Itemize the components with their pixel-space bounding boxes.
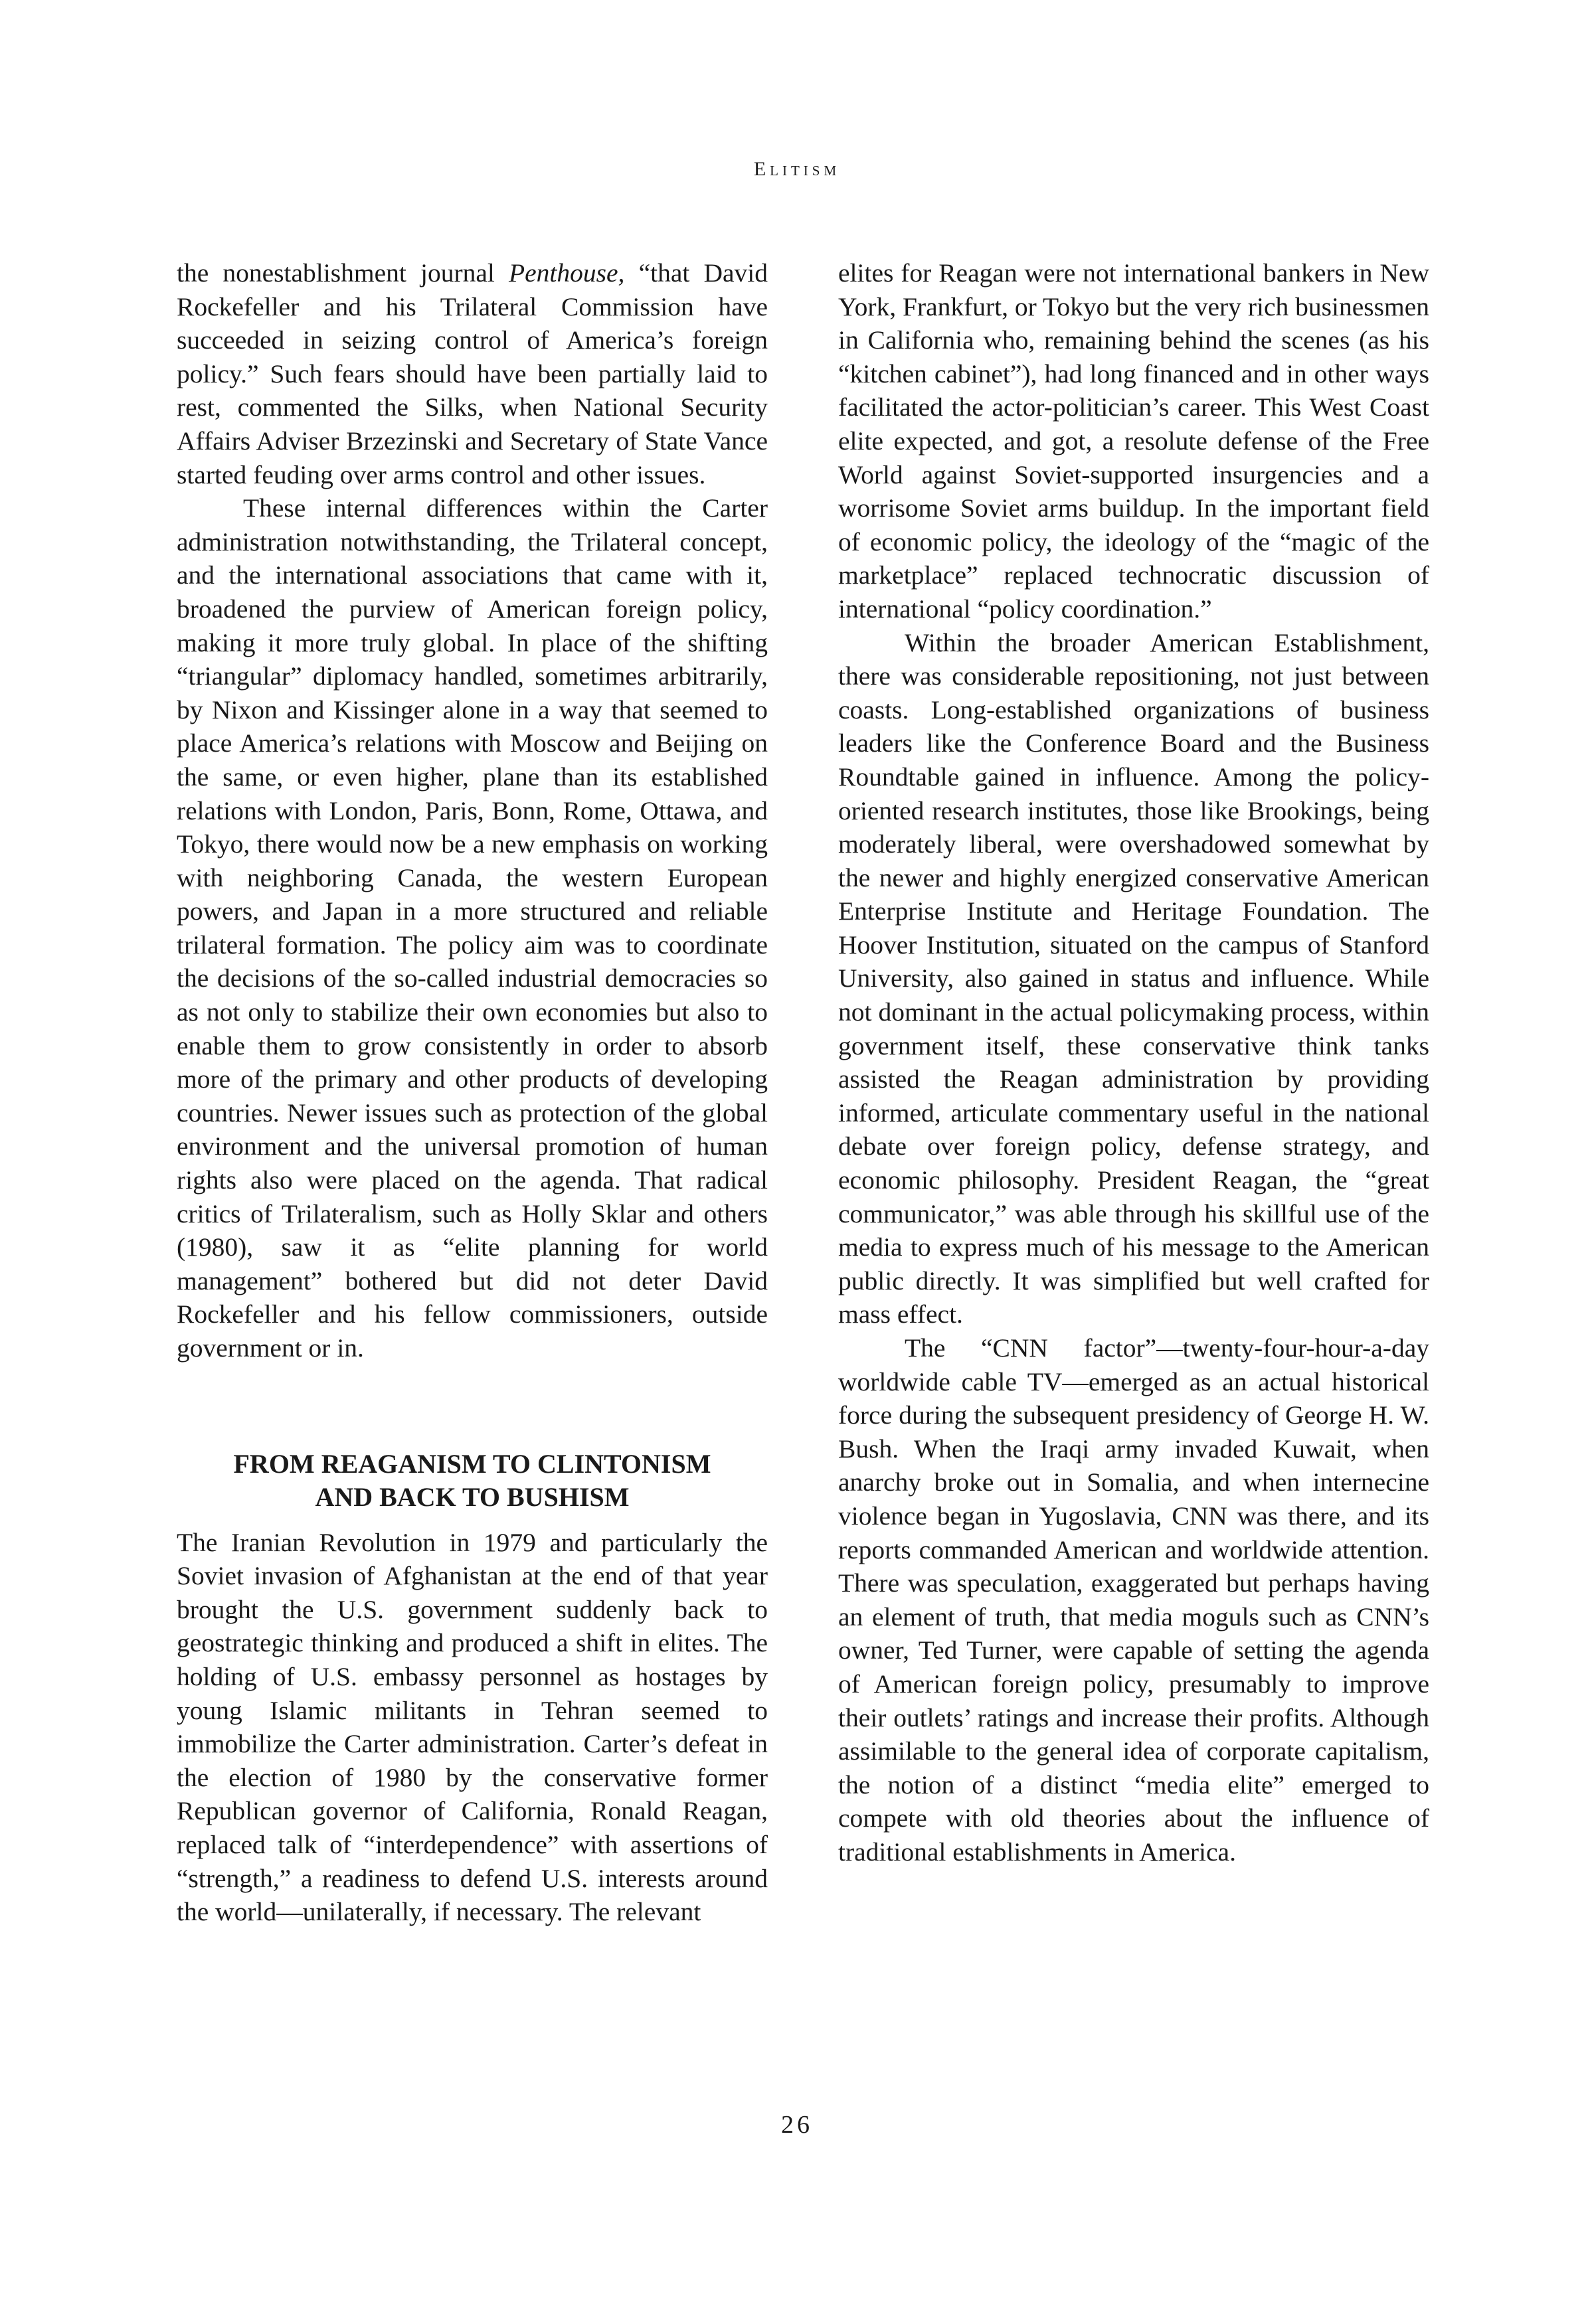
right-paragraph-2: Within the broader American Establishment, there was considerable repositioning, not just between coasts. Long-established organizations of business leaders like the Conference Board and the Business Roundtable gained in influence. Among the policy-oriented research institutes, those like Brookings, being moderately liberal, were overshadowed somewhat by the newer and highly energized conservative American Enterprise Institute and Heritage Foundation. The Hoover Institution, situated on the campus of Stanford University, also gained in status and influence. While not dominant in the actual policymaking process, within government itself, these conservative think tanks assisted the Reagan administration by providing informed, articulate commentary useful in the national debate over foreign policy, defense strategy, and economic philosophy. President Reagan, the “great communicator,” was able through his skillful use of the media to express much of his message to the American public directly. It was simplified but well crafted for mass effect. bbox=[838, 627, 1429, 1329]
right-paragraph-3: The “CNN factor”—twenty-four-hour-a-day worldwide cable TV—emerged as an actual historical force during the subsequent presidency of George H. W. Bush. When the Iraqi army invaded Kuwait, when anarchy broke out in Somalia, and when internecine violence began in Yugoslavia, CNN was there, and its reports commanded American and worldwide attention. There was speculation, exaggerated but perhaps having an element of truth, that media moguls such as CNN’s owner, Ted Turner, were capable of setting the agenda of American foreign policy, presumably to improve their outlets’ ratings and increase their profits. Although assimilable to the general idea of corporate capitalism, the notion of a distinct “media elite” emerged to compete with old theories about the influence of traditional establishments in America. bbox=[838, 1333, 1429, 1867]
left-paragraph-1 bbox=[177, 256, 768, 491]
page-number: 26 bbox=[781, 2111, 813, 2139]
section-heading bbox=[177, 1448, 768, 1514]
right-paragraph-1: elites for Reagan were not international bankers in New York, Frankfurt, or Tokyo but the very rich businessmen in California who, remaining behind the scenes (as his “kitchen cabinet”), had long financed and in other ways facilitated the actor-politician’s career. This West Coast elite expected, and got, a resolute defense of the Free World against Soviet-supported insurgencies and a worrisome Soviet arms buildup. In the important field of economic policy, the ideology of the “magic of the marketplace” replaced technocratic discussion of international “policy coordination.” bbox=[838, 258, 1429, 623]
left-paragraph-3: The Iranian Revolution in 1979 and particularly the Soviet invasion of Afghanistan at the end of that year brought the U.S. government suddenly back to geostrategic thinking and produced a shift in elites. The holding of U.S. embassy personnel as hostages by young Islamic militants in Tehran seemed to immobilize the Carter administration. Carter’s defeat in the election of 1980 by the conservative former Republican governor of California, Ronald Reagan, replaced talk of “interdependence” with assertions of “strength,” a readiness to defend U.S. interests around the world—unilaterally, if necessary. The relevant bbox=[177, 1527, 768, 1927]
right-column bbox=[838, 256, 1429, 1869]
left-column bbox=[177, 256, 768, 1929]
section-heading-line-1: FROM REAGANISM TO CLINTONISM bbox=[233, 1448, 711, 1479]
left-paragraph-1-start: the nonestablishment journal bbox=[177, 258, 509, 288]
journal-title: Penthouse, bbox=[509, 258, 625, 288]
section-heading-line-2: AND BACK TO BUSHISM bbox=[315, 1481, 630, 1512]
left-paragraph-2: These internal differences within the Carter administration notwithstanding, the Trilateral concept, and the international associations that came with it, broadened the purview of American foreign policy, making it more truly global. In place of the shifting “triangular” diplomacy handled, sometimes arbitrarily, by Nixon and Kissinger alone in a way that seemed to place America’s relations with Moscow and Beijing on the same, or even higher, plane than its established relations with London, Paris, Bonn, Rome, Ottawa, and Tokyo, there would now be a new emphasis on working with neighboring Canada, the western European powers, and Japan in a more structured and reliable trilateral formation. The policy aim was to coordinate the decisions of the so-called industrial democracies so as not only to stabilize their own economies but also to enable them to grow consistently in order to absorb more of the primary and other products of developing countries. Newer issues such as protection of the global environment and the universal promotion of human rights also were placed on the agenda. That radical critics of Trilateralism, such as Holly Sklar and others (1980), saw it as “elite planning for world management” bothered but did not deter David Rockefeller and his fellow commissioners, outside government or in. bbox=[177, 493, 768, 1363]
running-head: Elitism bbox=[753, 158, 841, 180]
left-paragraph-1-rest: “that David Rockefeller and his Trilateral Commission have succeeded in seizing control of America’s foreign policy.” Such fears should have been partially laid to rest, commented the Silks, when National Security Affairs Adviser Brzezinski and Secretary of State Vance started feuding over arms control and other issues. bbox=[177, 258, 768, 489]
